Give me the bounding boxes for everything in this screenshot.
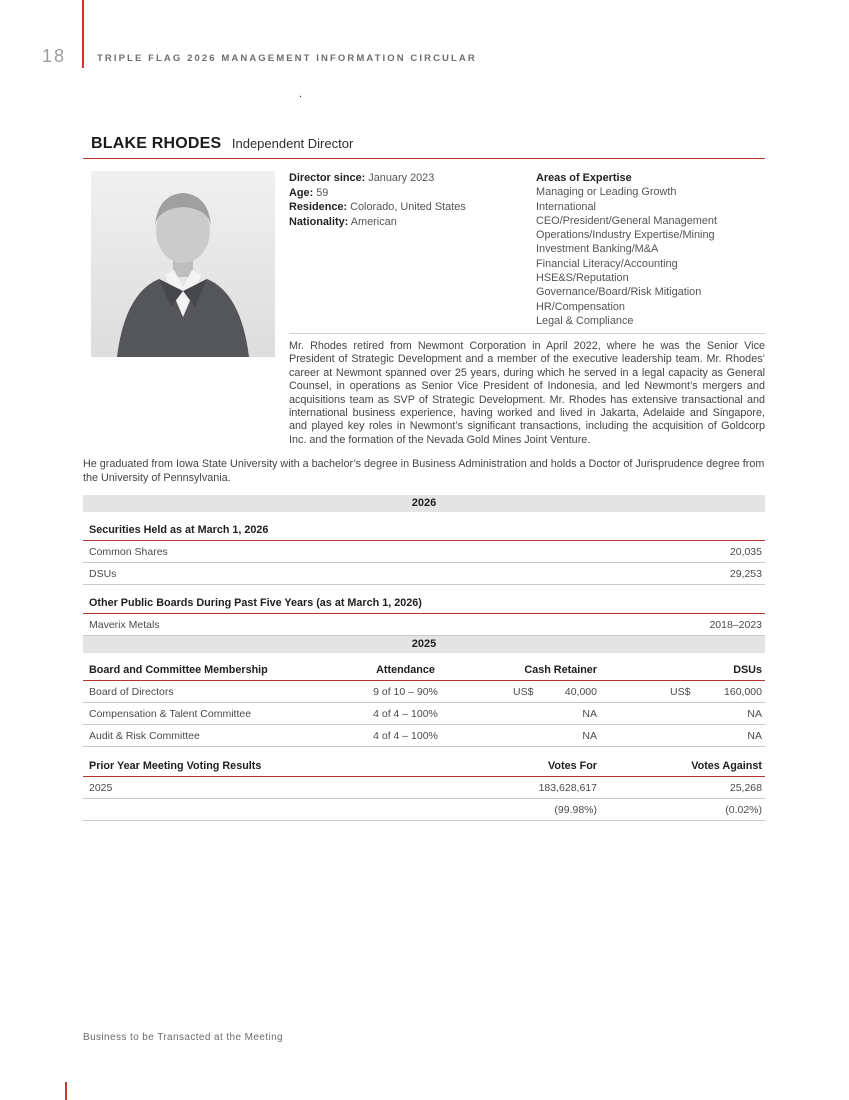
row-value: 20,035 [729,546,762,559]
detail-value: Colorado, United States [350,201,466,213]
footer-label: Business to be Transacted at the Meeting [83,1032,283,1043]
currency-label: US$ [670,686,691,699]
expertise-item: Managing or Leading Growth [536,186,677,199]
membership-table-header [83,659,765,681]
voting-year [83,804,400,816]
stray-dot: . [299,88,303,100]
cash-retainer-cell [513,730,600,742]
attendance-value: 9 of 10 – 90% [373,686,438,699]
voting-year: 2025 [89,782,113,795]
details-expertise-columns [289,171,765,333]
name-underline-rule [83,158,765,159]
content-column [83,0,765,821]
securities-table-title: Securities Held as at March 1, 2026 [83,519,765,541]
detail-value: January 2023 [368,172,435,184]
expertise-item: Legal & Compliance [536,314,634,327]
expertise-item: HR/Compensation [536,300,625,313]
director-info-section [83,171,765,447]
expertise-item: Investment Banking/M&A [536,243,659,256]
table-row [83,725,765,747]
director-name: BLAKE RHODES [91,135,222,152]
bio-divider [289,333,765,334]
cash-retainer-cell [513,686,600,698]
header-title: TRIPLE FLAG 2026 MANAGEMENT INFORMATION CIRCULAR [97,53,477,64]
detail-line [289,200,536,215]
table-row [83,614,765,636]
dsu-cell [670,730,765,742]
detail-label: Age: [289,186,314,199]
education-paragraph: He graduated from Iowa State University with a bachelor’s degree in Business Administration and holds a Doctor of Jurisprudence degree from the University of Pennsylvania. [83,458,765,484]
column-header: Board and Committee Membership [89,664,268,677]
row-value: 29,253 [729,568,762,581]
director-info-right [289,171,765,447]
table-row [83,681,765,703]
year-band-2026: 2026 [83,495,765,512]
detail-label: Residence: [289,201,348,213]
detail-label: Nationality: [289,215,349,228]
dsu-value: NA [747,708,762,721]
membership-name: Compensation & Talent Committee [89,708,252,721]
table-row [83,563,765,585]
cash-retainer-cell [513,708,600,720]
table-row [83,541,765,563]
column-header: Prior Year Meeting Voting Results [89,760,262,773]
expertise-item: HSE&S/Reputation [536,272,629,285]
detail-value: American [350,215,397,228]
expertise-item: Financial Literacy/Accounting [536,257,678,270]
column-header: Votes For [548,760,597,773]
year-band-2025: 2025 [83,636,765,653]
row-label: DSUs [89,568,117,581]
votes-against-value: 25,268 [729,782,762,795]
dsu-value: 160,000 [724,686,762,699]
detail-line [289,186,536,201]
membership-name: Board of Directors [89,686,174,699]
votes-for-percent: (99.98%) [554,804,597,817]
expertise-title: Areas of Expertise [536,172,632,184]
detail-value: 59 [316,186,329,199]
expertise-item: CEO/President/General Management [536,214,717,227]
director-details [289,171,536,333]
cash-value: 40,000 [564,686,597,699]
detail-line [289,171,536,186]
membership-name: Audit & Risk Committee [89,730,200,743]
votes-against-percent: (0.02%) [725,804,762,817]
detail-label: Director since: [289,172,366,184]
bio-paragraph: Mr. Rhodes retired from Newmont Corporation in April 2022, where he was the Senior Vice President of Strategic Development and a member of the executive leadership team. Mr. Rhodes’ career at Newmont spanned over 25 years, during which he served in a legal capacity as General Counsel, in operations as Senior Vice President of Indonesia, and led Newmont’s mergers and acquisitions team as SVP of Strategic Development. Mr. Rhodes has extensive transactional and international business experience, having worked and lived in Jakarta, Adelaide and Singapore, and played key roles in Newmont’s significant transactions, including the acquisition of Goldcorp Inc. and the formation of the Nevada Gold Mines Joint Venture. [289,340,765,446]
portrait-illustration [91,171,275,357]
dsu-value: NA [747,730,762,743]
row-value: 2018–2023 [709,619,762,632]
column-header: Votes Against [691,760,762,773]
expertise-item: International [536,200,596,213]
table-row [83,777,765,799]
votes-for-value: 183,628,617 [538,782,597,795]
row-label: Common Shares [89,546,168,559]
bottom-accent-line [65,1082,67,1100]
row-label: Maverix Metals [89,619,160,632]
voting-table-header [83,755,765,777]
currency-label: US$ [513,686,534,699]
director-role: Independent Director [231,136,354,151]
column-header: DSUs [733,664,762,677]
dsu-cell [670,686,765,698]
dsu-cell [670,708,765,720]
attendance-value: 4 of 4 – 100% [373,730,438,743]
page-number: 18 [42,46,67,66]
column-header: Cash Retainer [524,664,597,677]
column-header: Attendance [376,664,435,677]
expertise-item: Governance/Board/Risk Mitigation [536,286,702,299]
expertise-item: Operations/Industry Expertise/Mining [536,229,715,242]
cash-value: NA [582,708,597,721]
table-row [83,703,765,725]
table-row [83,799,765,821]
cash-value: NA [582,730,597,743]
director-header [83,135,765,153]
expertise-list [536,171,765,333]
boards-table-title: Other Public Boards During Past Five Years (as at March 1, 2026) [83,592,765,614]
detail-line [289,215,536,230]
attendance-value: 4 of 4 – 100% [373,708,438,721]
director-photo [91,171,275,357]
